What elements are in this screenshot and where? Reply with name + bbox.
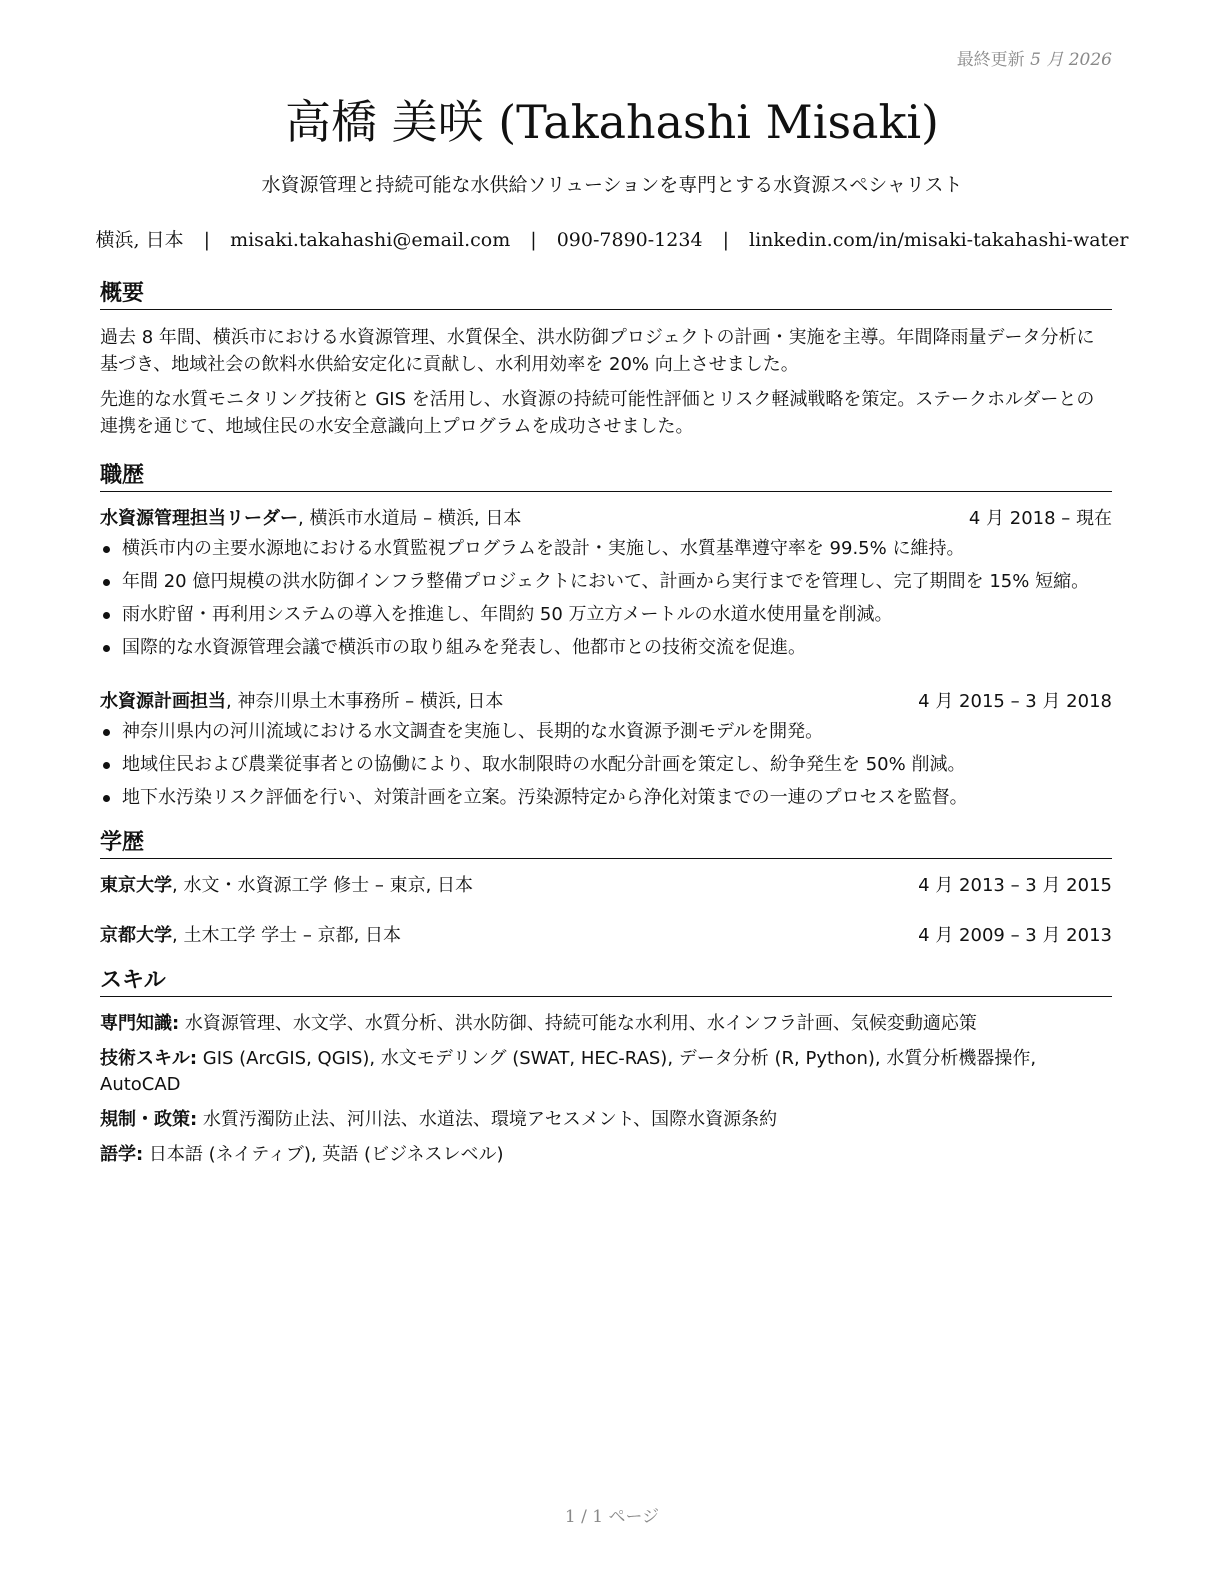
education-entry: [100, 873, 1112, 899]
education-title-line: [100, 873, 473, 899]
skill-text: GIS (ArcGIS, QGIS), 水文モデリング (SWAT, HEC-RAS), データ分析 (R, Python), 水質分析機器操作, AutoCAD: [100, 1048, 1037, 1095]
last-updated: [957, 45, 1112, 70]
section-title-education: 学歴: [100, 825, 1112, 859]
education-entry: [100, 923, 1112, 949]
job-title-line: [100, 506, 521, 532]
job-title-line: [100, 689, 503, 715]
job-dates: 4 月 2015 – 3 月 2018: [918, 691, 1112, 712]
job-bullet: 国際的な水資源管理会議で横浜市の取り組みを発表し、他都市との技術交流を促進。: [100, 635, 1112, 661]
contact-line: [0, 225, 1224, 252]
job-bullet: 年間 20 億円規模の洪水防御インフラ整備プロジェクトにおいて、計画から実行までを管理し、完了期間を 15% 短縮。: [100, 569, 1112, 595]
education-detail: , 土木工学 学士 – 京都, 日本: [172, 925, 402, 946]
last-updated-month: 5 月: [1030, 50, 1064, 70]
skill-label: 技術スキル:: [100, 1048, 198, 1069]
skill-label: 専門知識:: [100, 1013, 180, 1034]
section-title-skills: スキル: [100, 963, 1112, 997]
section-title-experience: 職歴: [100, 458, 1112, 492]
education-school: 京都大学: [100, 925, 172, 946]
skill-label: 規制・政策:: [100, 1109, 198, 1130]
job-org: , 神奈川県土木事務所 – 横浜, 日本: [226, 691, 504, 712]
skill-line: [100, 1011, 1112, 1037]
contact-separator: |: [530, 229, 537, 251]
tagline: 水資源管理と持続可能な水供給ソリューションを専門とする水資源スペシャリスト: [261, 174, 963, 196]
summary-paragraph: 先進的な水質モニタリング技術と GIS を活用し、水資源の持続可能性評価とリスク軽減戦略を策定。ステークホルダーとの連携を通じて、地域住民の水安全意識向上プログラムを成功させました。: [100, 389, 1095, 437]
education-title-line: [100, 923, 401, 949]
contact-separator: |: [722, 229, 729, 251]
job-bullet: 地域住民および農業従事者との協働により、取水制限時の水配分計画を策定し、紛争発生を 50% 削減。: [100, 752, 1112, 778]
skill-label: 語学:: [100, 1144, 144, 1165]
contact-email[interactable]: misaki.takahashi@email.com: [230, 229, 511, 251]
job-bullet: 横浜市内の主要水源地における水質監視プログラムを設計・実施し、水質基準遵守率を 99.5% に維持。: [100, 536, 1112, 562]
job-entry: [100, 689, 1112, 811]
section-title-summary: 概要: [100, 276, 1112, 310]
contact-location: 横浜, 日本: [95, 229, 184, 251]
job-bullets: [100, 719, 1112, 811]
last-updated-label: 最終更新: [956, 50, 1025, 70]
job-bullet: 雨水貯留・再利用システムの導入を推進し、年間約 50 万立方メートルの水道水使用量を削減。: [100, 602, 1112, 628]
job-bullet: 神奈川県内の河川流域における水文調査を実施し、長期的な水資源予測モデルを開発。: [100, 719, 1112, 745]
experience-section: [100, 458, 1112, 811]
summary-section: [100, 276, 1112, 440]
job-entry: [100, 506, 1112, 661]
skill-line: [100, 1107, 1112, 1133]
job-bullets: [100, 536, 1112, 661]
skill-text: 水質汚濁防止法、河川法、水道法、環境アセスメント、国際水資源条約: [197, 1109, 778, 1130]
education-dates: 4 月 2013 – 3 月 2015: [918, 875, 1112, 896]
contact-separator: |: [203, 229, 211, 251]
job-header: [100, 689, 1112, 715]
skills-section: [100, 963, 1112, 1168]
job-dates: 4 月 2018 – 現在: [968, 508, 1112, 529]
skill-text: 日本語 (ネイティブ), 英語 (ビジネスレベル): [143, 1144, 504, 1165]
skill-line: [100, 1142, 1112, 1168]
job-header: [100, 506, 1112, 532]
job-bullet: 地下水汚染リスク評価を行い、対策計画を立案。汚染源特定から浄化対策までの一連のプロセスを監督。: [100, 785, 1112, 811]
education-section: [100, 825, 1112, 949]
resume-content: [100, 276, 1112, 1177]
job-role: 水資源管理担当リーダー: [100, 508, 298, 529]
page-number: 1 / 1 ページ: [564, 1507, 660, 1527]
contact-linkedin[interactable]: linkedin.com/in/misaki-takahashi-water: [749, 229, 1129, 251]
job-role: 水資源計画担当: [100, 691, 226, 712]
job-org: , 横浜市水道局 – 横浜, 日本: [298, 508, 522, 529]
candidate-name: 高橋 美咲 (Takahashi Misaki): [284, 95, 940, 149]
education-detail: , 水文・水資源工学 修士 – 東京, 日本: [172, 875, 474, 896]
summary-paragraph: 過去 8 年間、横浜市における水資源管理、水質保全、洪水防御プロジェクトの計画・実施を主導。年間降雨量データ分析に基づき、地域社会の飲料水供給安定化に貢献し、水利用効率を 20% 向上させました。: [100, 327, 1095, 375]
last-updated-year: 2026: [1068, 50, 1112, 70]
education-dates: 4 月 2009 – 3 月 2013: [918, 925, 1112, 946]
education-school: 東京大学: [100, 875, 172, 896]
contact-phone: 090-7890-1234: [556, 229, 703, 251]
skill-line: [100, 1046, 1112, 1098]
skill-text: 水資源管理、水文学、水質分析、洪水防御、持続可能な水利用、水インフラ計画、気候変動適応策: [179, 1013, 977, 1034]
